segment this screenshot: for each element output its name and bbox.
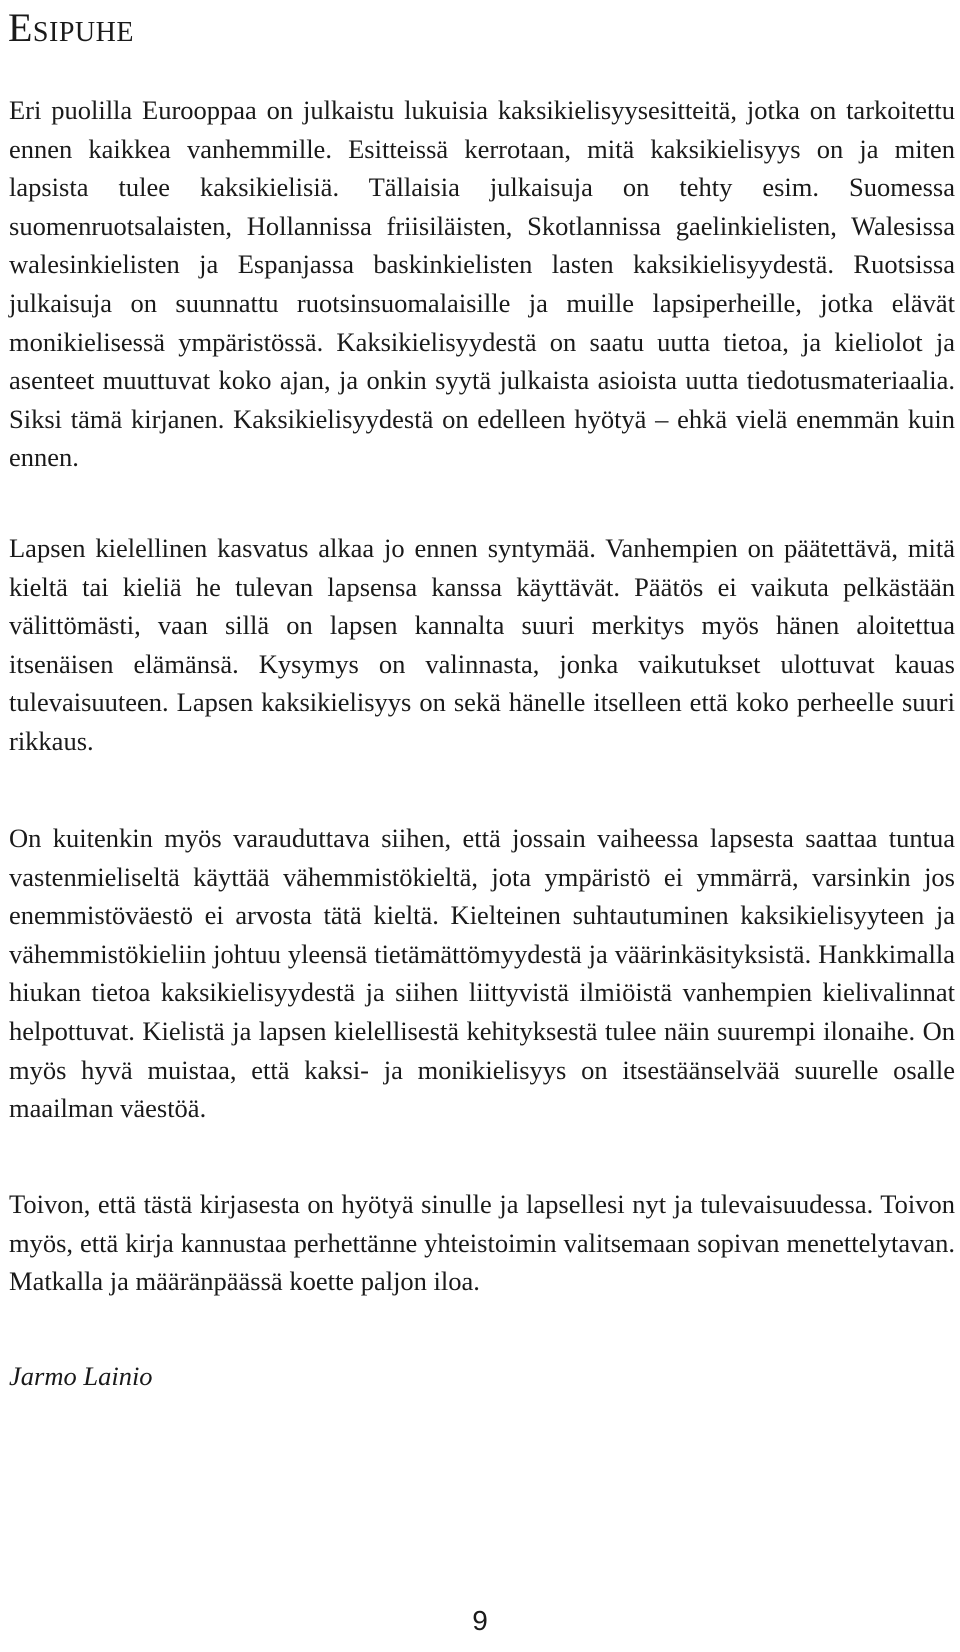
paragraph-4: Toivon, että tästä kirjasesta on hyötyä sinulle ja lapsellesi nyt ja tulevaisuudessa. Toivon myös, että kirja kannustaa perhettänne yhteistoimin valitsemaan sopivan menettelytavan. Matkalla ja määränpäässä koette paljon iloa.: [9, 1189, 955, 1297]
paragraph-1: Eri puolilla Eurooppaa on julkaistu lukuisia kaksikielisyysesitteitä, jotka on tarkoitettu ennen kaikkea vanhemmille. Esitteissä kerrotaan, mitä kaksikielisyys on ja miten lapsista tulee kaksikielisiä. Tällaisia julkaisuja on tehty esim. Suomessa suomenruotsalaisten, Hollannissa friisiläisten, Skotlannissa gaelinkielisten, Walesissa walesinkielisten ja Espanjassa baskinkielisten lasten kaksikielisyydestä. Ruotsissa julkaisuja on suunnattu ruotsinsuomalaisille ja muille lapsiperheille, jotka elävät monikielisessä ympäristössä. Kaksikielisyydestä on saatu uutta tietoa, ja kieliolot ja asenteet muuttuvat koko ajan, ja onkin syytä julkaista asioista uutta tiedotusmateriaalia. Siksi tämä kirjanen. Kaksikielisyydestä on edelleen hyötyä – ehkä vielä enemmän kuin ennen.: [9, 95, 955, 473]
page-number: [0, 1604, 960, 1638]
author-signature: Jarmo Lainio: [9, 1361, 153, 1391]
paragraph-2: Lapsen kielellinen kasvatus alkaa jo ennen syntymää. Vanhempien on päätettävä, mitä kieltä tai kieliä he tulevan lapsensa kanssa käyttävät. Päätös ei vaikuta pelkästään välittömästi, vaan sillä on lapsen kannalta suuri merkitys myös hänen aloitettua itsenäisen elämänsä. Kysymys on valinnasta, jonka vaikutukset ulottuvat kauas tulevaisuuteen. Lapsen kaksikielisyys on sekä hänelle itselleen että koko perheelle suuri rikkaus.: [9, 533, 955, 756]
page-number-label: 9: [472, 1605, 488, 1636]
page-heading: Esipuhe: [8, 5, 134, 50]
paragraph-3: On kuitenkin myös varauduttava siihen, että jossain vaiheessa lapsesta saattaa tuntua vastenmieliseltä käyttää vähemmistökieltä, jota ympäristö ei ymmärrä, varsinkin jos enemmistöväestö ei arvosta tätä kieltä. Kielteinen suhtautuminen kaksikielisyyteen ja vähemmistökieliin johtuu yleensä tietämättömyydestä ja väärinkäsityksistä. Hankkimalla hiukan tietoa kaksikielisyydestä ja siihen liittyvistä ilmiöistä vanhempien kielivalinnat helpottuvat. Kielistä ja lapsen kielellisestä kehityksestä tulee näin suurempi ilonaihe. On myös hyvä muistaa, että kaksi- ja monikielisyys on itsestäänselvää suurelle osalle maailman väestöä.: [9, 823, 955, 1124]
